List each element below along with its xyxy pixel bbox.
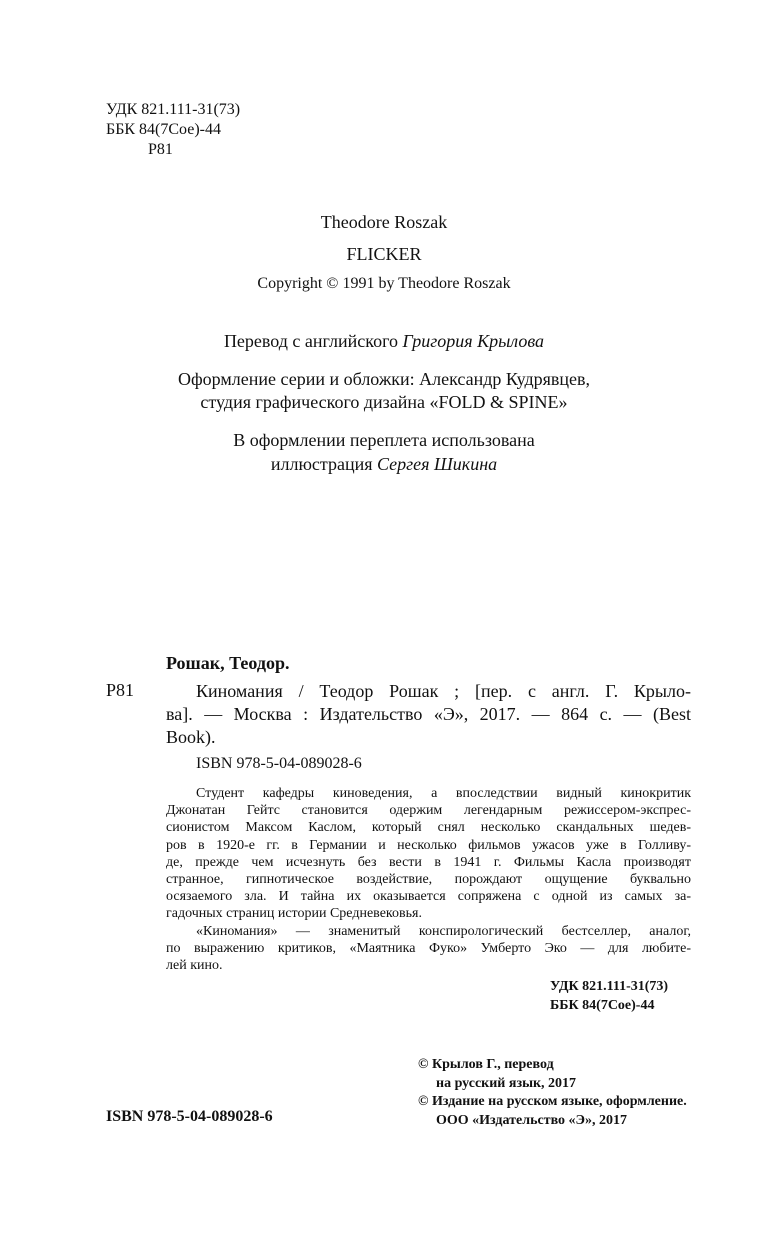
annotation-line: осязаемого зла. И тайна их оказывается сопряжена с одной из самых за- [166, 889, 691, 905]
binding-prefix: иллюстрация [270, 454, 378, 474]
annotation-line: странное, гипнотическое воздействие, порождают ощущение буквально [166, 872, 691, 888]
original-author: Theodore Roszak [320, 212, 448, 232]
annotation-line: сионистом Максом Каслом, который снял несколько скандальных шедев- [166, 820, 691, 836]
footer-copyright [418, 1056, 687, 1130]
bbk-code: ББК 84(7Сое)-44 [106, 121, 221, 138]
translator-name: Григория Крылова [402, 331, 545, 351]
catalog-bbk: ББК 84(7Сое)-44 [550, 998, 655, 1013]
annotation-line: по выражению критиков, «Маятника Фуко» Умберто Эко — для любите- [166, 940, 691, 956]
annotation-line: лей кино. [166, 958, 223, 974]
author-mark: Р81 [148, 141, 173, 158]
catalog-mark: Р81 [106, 680, 135, 700]
annotation-line: де, прежде чем исчезнуть без вести в 1941 г. Фильмы Касла производят [166, 854, 691, 870]
copyright-line: © Крылов Г., перевод [418, 1057, 554, 1072]
design-line-2: студия графического дизайна «FOLD & SPINE» [200, 392, 568, 412]
copyright-line: ООО «Издательство «Э», 2017 [436, 1112, 628, 1128]
udk-code: УДК 821.111-31(73) [106, 101, 241, 118]
catalog-heading: Рошак, Теодор. [166, 653, 290, 673]
original-copyright: Copyright © 1991 by Theodore Roszak [257, 275, 511, 292]
annotation-line: Джонатан Гейтс становится одержим легендарным режиссером-экспрес- [166, 803, 691, 819]
binding-line-1: В оформлении переплета использована [233, 430, 535, 450]
classification-codes [106, 100, 240, 160]
catalog-entry [166, 680, 691, 749]
binding-credit [0, 428, 768, 476]
original-title: FLICKER [346, 244, 422, 264]
annotation [166, 785, 691, 974]
catalog-entry-line-1: Киномания / Теодор Рошак ; [пер. с англ. Г. Крыло- [196, 681, 691, 701]
design-line-1: Оформление серии и обложки: Александр Кудрявцев, [178, 369, 590, 389]
catalog-entry-line-2: ва]. — Москва : Издательство «Э», 2017. — 864 с. — (Best [166, 704, 691, 724]
footer-isbn: ISBN 978-5-04-089028-6 [106, 1108, 273, 1125]
catalog-codes [550, 977, 668, 1015]
catalog-udk: УДК 821.111-31(73) [550, 979, 669, 994]
catalog-entry-line-3: Book). [166, 727, 216, 747]
copyright-line: на русский язык, 2017 [436, 1075, 577, 1091]
catalog-isbn: ISBN 978-5-04-089028-6 [196, 755, 362, 772]
binding-line-2 [0, 452, 768, 476]
copyright-line: © Издание на русском языке, оформление. [418, 1094, 687, 1109]
design-credit [0, 368, 768, 414]
annotation-line: ров в 1920-е гг. в Германии и несколько фильмов ужасов уже в Голливу- [166, 837, 691, 853]
translation-credit [0, 331, 768, 352]
annotation-line: «Киномания» — знаменитый конспирологический бестселлер, аналог, [196, 923, 691, 939]
annotation-line: Студент кафедры киноведения, а впоследствии видный кинокритик [196, 786, 691, 801]
illustrator-name: Сергея Шикина [377, 454, 498, 474]
translation-prefix: Перевод с английского [223, 331, 403, 351]
annotation-line: гадочных страниц истории Средневековья. [166, 906, 422, 922]
